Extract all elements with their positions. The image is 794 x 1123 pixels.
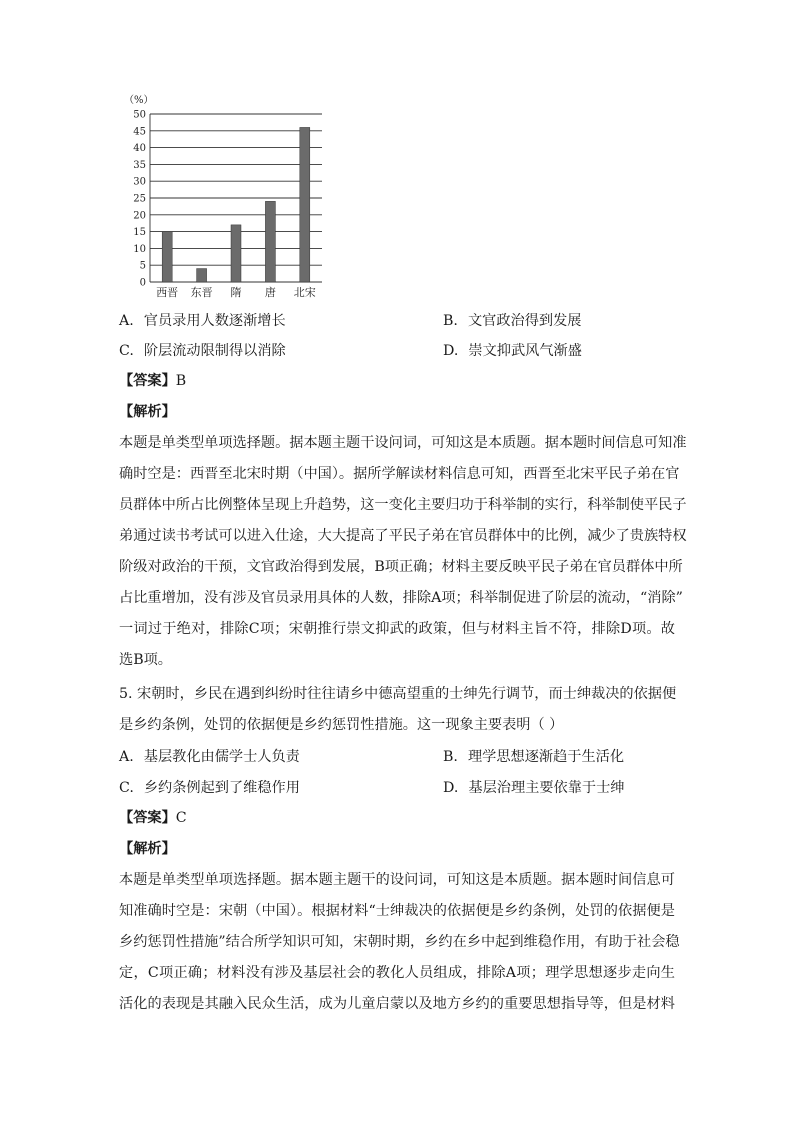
q5-option-b[interactable] — [443, 747, 624, 767]
analysis-line: 确时空是：西晋至北宋时期（中国）。据所学解读材料信息可知，西晋至北宋平民子弟在官 — [119, 466, 680, 482]
option-letter: C. — [119, 780, 134, 796]
answer-value: C — [175, 810, 187, 826]
bar-北宋 — [300, 127, 310, 282]
option-letter: B. — [443, 749, 458, 765]
analysis-line: 活化的表现是其融入民众生活，成为儿童启蒙以及地方乡约的重要思想指导等，但是材料 — [119, 996, 675, 1012]
chart-ylabel: （%） — [124, 95, 154, 106]
q4-option-d[interactable] — [443, 341, 582, 361]
option-text: 崇文抑武风气渐盛 — [468, 343, 582, 359]
stem-line: 5. 宋朝时，乡民在遇到纠纷时往往请乡中德高望重的士绅先行调节，而士绅裁决的依据便 — [119, 686, 677, 702]
option-letter: A. — [119, 313, 134, 329]
option-text: 文官政治得到发展 — [467, 313, 582, 329]
q4-analysis-tag: 【解析】 — [119, 404, 176, 420]
analysis-line: 乡约惩罚性措施”结合所学知识可知，宋朝时期，乡约在乡中起到维稳作用，有助于社会稳 — [119, 934, 680, 950]
bar-西晋 — [162, 232, 172, 282]
option-text: 基层治理主要依靠于士绅 — [468, 780, 625, 796]
y-tick-label: 0 — [139, 277, 146, 289]
analysis-line: 弟通过读书考试可以进入仕途，大大提高了平民子弟在官员群体中的比例，减少了贵族特权 — [119, 528, 687, 544]
bar-隋 — [231, 225, 241, 282]
analysis-line: 本题是单类型单项选择题。据本题主题干的设问词，可知这是本质题。据本题时间信息可 — [119, 872, 675, 888]
answer-tag: 【答案】 — [119, 810, 176, 826]
q5-analysis-tag: 【解析】 — [119, 841, 176, 857]
analysis-line: 本题是单类型单项选择题。据本题主题干设问词，可知这是本质题。据本题时间信息可知准 — [119, 435, 687, 451]
option-letter: B. — [443, 313, 458, 329]
y-tick-label: 20 — [133, 210, 146, 222]
x-tick-label: 东晋 — [190, 286, 213, 299]
q4-answer — [119, 371, 186, 391]
x-tick-label: 唐 — [264, 286, 276, 299]
y-tick-label: 15 — [133, 227, 146, 239]
chart-y-ticks — [133, 110, 146, 289]
option-letter: D. — [443, 343, 459, 359]
y-tick-label: 45 — [133, 126, 146, 138]
option-letter: D. — [443, 780, 459, 796]
y-tick-label: 25 — [133, 193, 146, 205]
analysis-line: 员群体中所占比例整体呈现上升趋势，这一变化主要归功于科举制的实行，科举制使平民子 — [119, 497, 687, 513]
bar-东晋 — [197, 269, 207, 282]
q5-answer — [119, 808, 187, 828]
q4-analysis-text — [119, 428, 687, 676]
analysis-line: 阶级对政治的干预，文官政治得到发展，B项正确；材料主要反映平民子弟在官员群体中所 — [119, 559, 683, 575]
analysis-line: 定，C项正确；材料没有涉及基层社会的教化人员组成，排除A项；理学思想逐步走向生 — [119, 965, 675, 981]
analysis-line: 知准确时空是：宋朝（中国）。根据材料“士绅裁决的依据便是乡约条例，处罚的依据便是 — [119, 903, 675, 919]
answer-value: B — [175, 373, 187, 389]
option-text: 官员录用人数逐渐增长 — [143, 313, 286, 329]
analysis-line: 一词过于绝对，排除C项；宋朝推行崇文抑武的政策，但与材料主旨不符，排除D项。故 — [119, 621, 675, 637]
chart-x-ticks — [156, 285, 316, 299]
q4-option-b[interactable] — [443, 311, 581, 331]
x-tick-label: 西晋 — [156, 286, 179, 299]
q4-option-c[interactable] — [119, 341, 286, 361]
q5-option-a[interactable] — [119, 747, 300, 767]
answer-tag: 【答案】 — [119, 373, 176, 389]
y-tick-label: 10 — [133, 243, 146, 255]
q5-stem — [119, 679, 675, 741]
y-tick-label: 30 — [133, 176, 146, 188]
analysis-line: 占比重增加，没有涉及官员录用具体的人数，排除A项；科举制促进了阶层的流动，“消除” — [119, 590, 683, 606]
q4-option-a[interactable] — [119, 311, 286, 331]
y-tick-label: 50 — [133, 109, 146, 121]
option-text: 乡约条例起到了维稳作用 — [143, 780, 300, 796]
bar-chart — [118, 92, 333, 307]
bar-唐 — [265, 201, 275, 282]
option-letter: C. — [119, 343, 134, 359]
q5-analysis-text — [119, 865, 680, 1020]
y-tick-label: 35 — [133, 159, 146, 171]
analysis-line: 选B项。 — [119, 652, 172, 668]
y-tick-label: 40 — [133, 143, 146, 155]
x-tick-label: 北宋 — [293, 286, 316, 299]
option-letter: A. — [119, 749, 134, 765]
y-tick-label: 5 — [139, 260, 146, 272]
x-tick-label: 隋 — [230, 286, 242, 299]
stem-line: 是乡约条例，处罚的依据便是乡约惩罚性措施。这一现象主要表明（ ） — [119, 717, 564, 733]
chart-bars — [162, 127, 310, 282]
option-text: 基层教化由儒学士人负责 — [143, 749, 300, 765]
q5-option-c[interactable] — [119, 778, 300, 798]
q5-option-d[interactable] — [443, 778, 624, 798]
option-text: 阶层流动限制得以消除 — [143, 343, 286, 359]
option-text: 理学思想逐渐趋于生活化 — [467, 749, 625, 765]
